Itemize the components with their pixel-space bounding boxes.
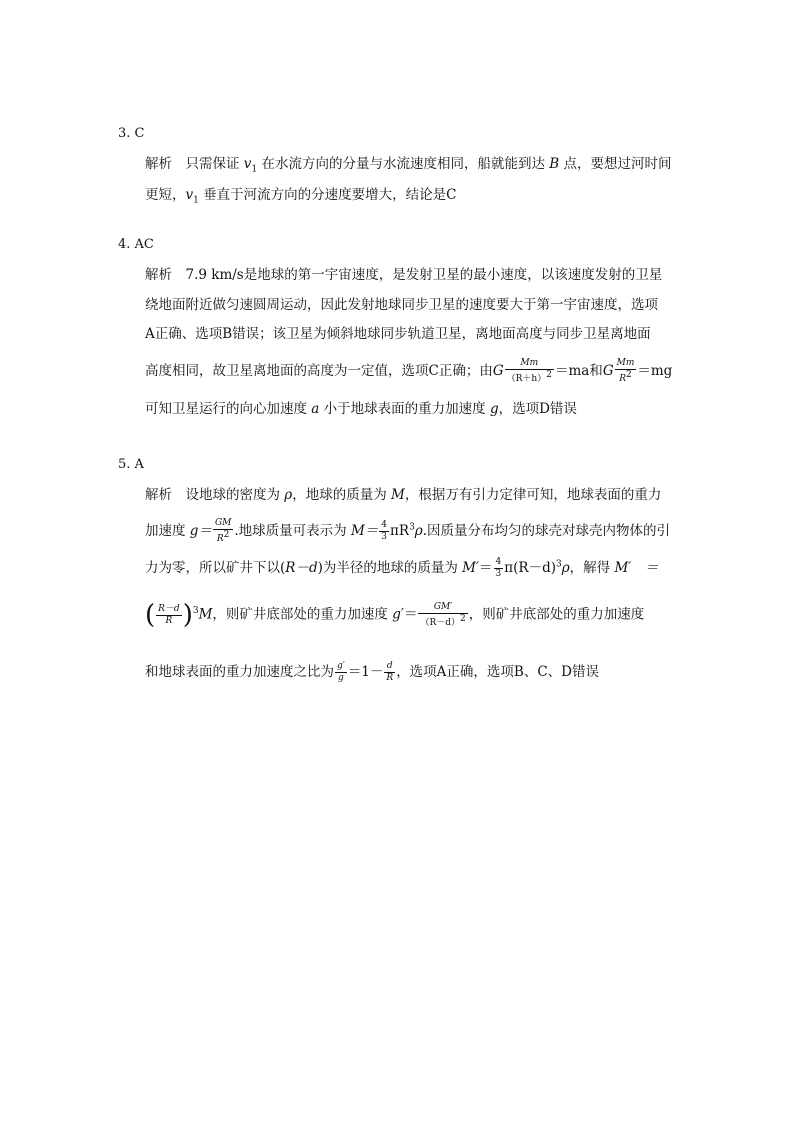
denominator: R (386, 673, 394, 683)
fraction (379, 520, 389, 543)
fraction (615, 358, 637, 385)
formula-g: g＝ (189, 523, 212, 539)
numerator: R－d (158, 603, 180, 614)
exponent: 2 (459, 613, 466, 624)
paren: ) (182, 600, 193, 630)
paren: ( (145, 600, 156, 630)
exponent: 3 (409, 522, 415, 533)
text: 点，要想过河时间 (559, 156, 672, 172)
text: πR (390, 523, 410, 539)
numerator: Mm (505, 358, 554, 370)
answer-4-line-5 (145, 397, 577, 417)
exponent: 3 (556, 559, 562, 570)
denominator: g (338, 673, 344, 683)
var-M-prime: M′ (462, 560, 480, 576)
answer-3-heading: 3. C (118, 126, 145, 141)
var-v: v (185, 187, 194, 203)
exponent: 3 (192, 606, 199, 616)
var-M: M (198, 606, 213, 623)
text: .因质量分布均匀的球壳对球壳内物体的引 (422, 523, 671, 539)
denominator (615, 370, 637, 385)
text: .地球质量可表示为 (234, 523, 351, 539)
var-v: v (243, 156, 252, 172)
text: 在水流方向的分量与水流速度相同，船就能到达 (257, 156, 550, 172)
answer-3-line-1 (145, 152, 671, 175)
fraction (494, 557, 504, 580)
text: 力为零，所以矿井下以( (145, 560, 286, 576)
text: ，根据万有引力定律可知，地球表面的重力 (404, 487, 662, 503)
answer-5-line-2 (145, 518, 670, 545)
formula-M-prime: M′ ＝ (614, 560, 659, 576)
text: ＝mg (637, 363, 673, 379)
numerator: d (384, 661, 395, 673)
answer-4-line-2: 绕地面附近做匀速圆周运动，因此发射地球同步卫星的速度要大于第一宇宙速度，选项 (145, 297, 658, 313)
formula-M: M＝ (350, 523, 379, 539)
denominator: R (165, 615, 173, 626)
text: 更短， (145, 187, 186, 203)
numerator: 4 (381, 520, 388, 530)
exponent: 2 (223, 530, 230, 540)
var-g: g (489, 401, 499, 417)
text: （R＋h） (506, 374, 547, 384)
denominator (505, 370, 554, 385)
denominator (213, 530, 233, 545)
text: ，选项A正确，选项B、C、D错误 (396, 664, 600, 680)
var-rho: ρ (414, 523, 423, 539)
text: 垂直于河流方向的分速度要增大，结论是C (198, 187, 457, 203)
answer-5-line-5 (145, 660, 599, 684)
answer-4-line-4 (145, 358, 672, 385)
numerator: g′ (337, 661, 345, 671)
text: 解析 设地球的密度为 (145, 487, 285, 503)
answer-5-line-4 (145, 600, 644, 630)
text: ＝ (403, 606, 418, 623)
text: ，解得 (569, 560, 615, 576)
text: ，地球的质量为 (292, 487, 392, 503)
text: 解析 只需保证 (145, 156, 244, 172)
text: π(R－d) (504, 560, 556, 576)
answer-5-line-3 (145, 556, 658, 580)
denominator: 3 (381, 532, 388, 542)
text: ＝1－ (347, 664, 384, 680)
text: 和地球表面的重力加速度之比为 (145, 664, 334, 680)
denominator: 3 (495, 569, 502, 579)
var-rho: ρ (284, 487, 293, 503)
numerator: Mm (616, 358, 635, 368)
var-a: a (311, 401, 320, 417)
text: 小于地球表面的重力加速度 (319, 401, 490, 417)
numerator: GM′ (418, 602, 467, 614)
text: ，则矿井底部处的重力加速度 (212, 606, 393, 623)
text: ＝ma和 (554, 363, 603, 379)
fraction (418, 602, 467, 629)
exponent: 2 (626, 370, 632, 380)
answer-3-line-2 (145, 183, 457, 206)
text: R (216, 534, 224, 544)
var-G: G (602, 363, 614, 379)
var-rho: ρ (561, 560, 570, 576)
fraction (505, 358, 554, 385)
fraction (335, 661, 347, 684)
text: ，选项D错误 (498, 401, 577, 417)
var-R-d: R－d (285, 560, 318, 576)
var-M: M (391, 487, 405, 503)
var-g-prime: g′ (392, 606, 404, 623)
fraction (213, 518, 233, 545)
var-B: B (549, 156, 560, 172)
text: R (619, 374, 626, 384)
subscript: 1 (251, 164, 258, 175)
answer-5-heading: 5. A (118, 457, 144, 472)
denominator (418, 614, 467, 629)
subscript: 1 (193, 195, 199, 206)
answer-5-line-1 (145, 483, 661, 503)
text: )为半径的地球的质量为 (317, 560, 463, 576)
fraction (156, 604, 182, 627)
text: 可知卫星运行的向心加速度 (145, 401, 312, 417)
answer-4-line-3: A正确、选项B错误；该卫星为倾斜地球同步轨道卫星，离地面高度与同步卫星离地面 (145, 326, 651, 342)
answer-4-line-1: 解析 7.9 km/s是地球的第一宇宙速度，是发射卫星的最小速度，以该速度发射的卫星 (145, 267, 663, 283)
text: 加速度 (145, 523, 190, 539)
numerator: GM (214, 518, 232, 528)
exponent: 2 (546, 370, 552, 380)
var-G: G (492, 363, 504, 379)
answer-4-heading: 4. AC (118, 237, 154, 252)
fraction (384, 661, 395, 684)
text: 高度相同，故卫星离地面的高度为一定值，选项C正确；由 (145, 363, 493, 379)
text: ，则矿井底部处的重力加速度 (468, 606, 645, 623)
numerator: 4 (495, 557, 502, 567)
text: （R－d） (420, 617, 460, 628)
text: ＝ (479, 560, 493, 576)
